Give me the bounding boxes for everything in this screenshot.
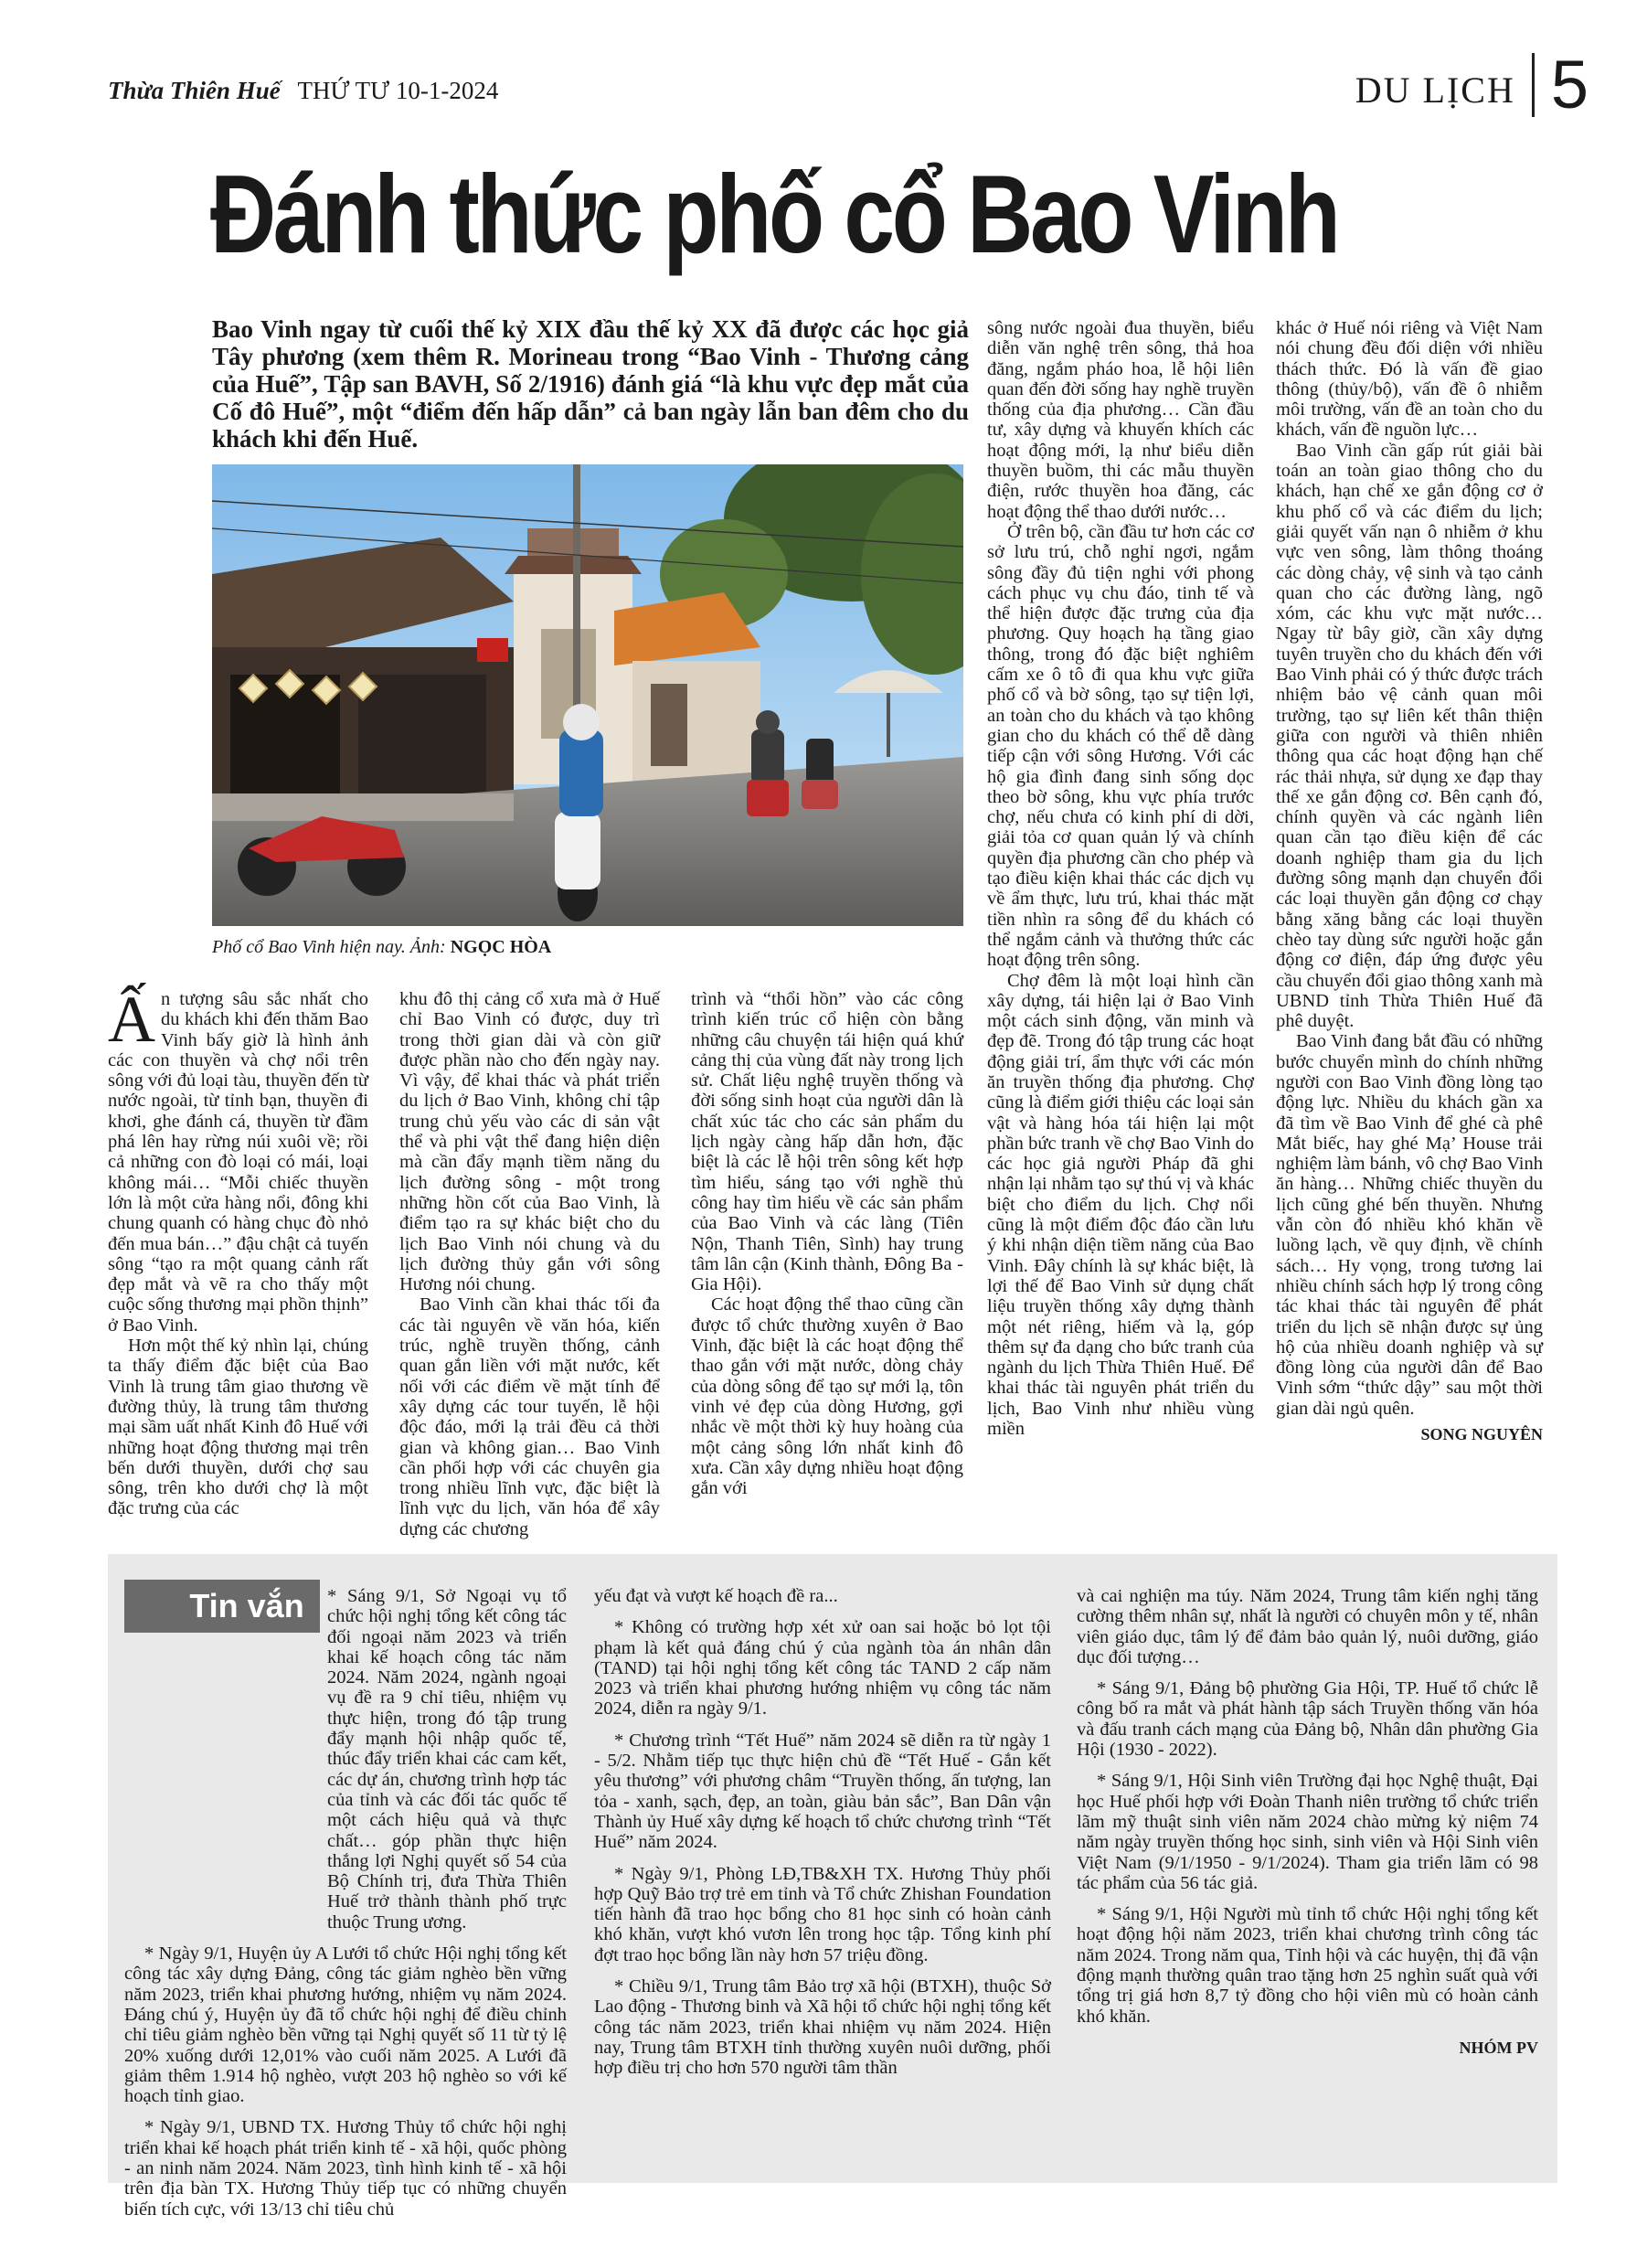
news-box-title: Tin vắn bbox=[174, 1580, 320, 1633]
paragraph: sông nước ngoài đua thuyền, biểu diễn văn nghệ trên sông, thả hoa đăng, ngắm pháo hoa, lễ hội liên quan đến đời sống hay nghề truyền thống của địa phương… Cần đầu tư, xây dựng và khuyến khích các hoạt động mới, lạ như biểu diễn thuyền buồm, thi các mẫu thuyền điện, rước thuyền hoa đăng, các hoạt động thể thao dưới nước… bbox=[987, 318, 1254, 522]
news-item: * Sáng 9/1, Đảng bộ phường Gia Hội, TP. Huế tổ chức lễ công bố ra mắt và phát hành tập sách Truyền thống văn hóa và đấu tranh cách mạng của Đảng bộ, Nhân dân phường Gia Hội (1930 - 2022). bbox=[1077, 1678, 1538, 1761]
caption-text: Phố cổ Bao Vinh hiện nay. Ảnh: bbox=[212, 937, 446, 957]
news-box-author: NHÓM PV bbox=[1459, 2038, 1538, 2057]
news-column-1 bbox=[124, 1586, 567, 2231]
paragraph-text: n tượng sâu sắc nhất cho du khách khi đến thăm Bao Vinh bấy giờ là hình ảnh các con thuyền và chợ nổi trên sông với đủ loại tàu, thuyền đến từ nước ngoài, từ tỉnh bạn, thuyền đi khơi, ghe đánh cá, thuyền từ đầm phá lên hay rừng núi xuôi về; rồi cả những con đò loại có mái, loại không mái… “Mỗi chiếc thuyền lớn là một cửa hàng nổi, đông khi chung quanh có hàng chục đò nhỏ đến mua bán…” đậu chật cả tuyến sông “tạo ra một quang cảnh rất đẹp mắt và vẽ ra cho thấy một cuộc sống thương mại phồn thịnh” ở Bao Vinh. bbox=[108, 989, 368, 1336]
news-item: * Sáng 9/1, Hội Người mù tỉnh tổ chức Hội nghị tổng kết hoạt động hội năm 2023, triển khai chương trình công tác năm 2024. Trong năm qua, Tỉnh hội và các huyện, thị đã vận động mạnh thường quân trao tặng hơn 25 nghìn suất quà với tổng trị giá hơn 8,7 tỷ đồng cho hội viên mù có hoàn cảnh khó khăn. bbox=[1077, 1904, 1538, 2027]
news-item: * Không có trường hợp xét xử oan sai hoặc bỏ lọt tội phạm là kết quả đáng chú ý của ngành tòa án nhân dân (TAND) tại hội nghị tổng kết công tác TAND 2 cấp năm 2023 và triển khai phương hướng nhiệm vụ công tác năm 2024, diễn ra ngày 9/1. bbox=[594, 1617, 1051, 1720]
photo-credit: NGỌC HÒA bbox=[450, 937, 552, 957]
page-header-left bbox=[108, 77, 498, 105]
news-item: * Ngày 9/1, UBND TX. Hương Thủy tổ chức hội nghị triển khai kế hoạch phát triển kinh tế - xã hội, quốc phòng - an ninh năm 2024. Năm 2023, tình hình kinh tế - xã hội trên địa bàn TX. Hương Thủy tiếp tục có những chuyển biến tích cực, với 13/13 chỉ tiêu chủ bbox=[124, 2117, 567, 2220]
paragraph: khác ở Huế nói riêng và Việt Nam nói chung đều đối diện với nhiều thách thức. Đó là vấn đề giao thông (thủy/bộ), vấn đề ô nhiễm môi trường, vấn đề an toàn cho du khách, vấn đề nguồn lực… bbox=[1276, 318, 1543, 441]
news-column-2 bbox=[594, 1586, 1051, 2090]
article-column-2 bbox=[399, 989, 660, 1539]
paragraph: khu đô thị cảng cổ xưa mà ở Huế chỉ Bao Vinh có được, duy trì trong thời gian dài và còn giữ được phần nào cho đến ngày nay. Vì vậy, để khai thác và phát triển du lịch ở Bao Vinh, không chỉ tập trung chủ yếu vào các di sản vật thể và phi vật thể đang hiện diện mà cần đẩy mạnh tiềm năng du lịch đường sông - một trong những hồn cốt của Bao Vinh, là điểm tạo ra sự khác biệt cho du lịch Bao Vinh nói chung và du lịch đường thủy gắn với sông Hương nói chung. bbox=[399, 989, 660, 1295]
paragraph: Hơn một thế kỷ nhìn lại, chúng ta thấy điểm đặc biệt của Bao Vinh là trung tâm giao thương về đường thủy, là trung tâm thương mại sầm uất nhất Kinh đô Huế với những hoạt động thương mại trên bến dưới thuyền, dưới chợ sau sông, trên kho dưới chợ là một đặc trưng của các bbox=[108, 1336, 368, 1519]
news-item: * Chiều 9/1, Trung tâm Bảo trợ xã hội (BTXH), thuộc Sở Lao động - Thương binh và Xã hội tổ chức hội nghị tổng kết công tác năm 2023, triển khai nhiệm vụ năm 2024. Hiện nay, Trung tâm BTXH tỉnh thường xuyên nuôi dưỡng, phối hợp điều trị cho hơn 570 người tâm thần bbox=[594, 1976, 1051, 2079]
paragraph: Bao Vinh cần gấp rút giải bài toán an toàn giao thông cho du khách, hạn chế xe gắn động cơ ở khu phố cổ và các điểm du lịch; giải quyết vấn nạn ô nhiễm ở khu vực ven sông, làm thông thoáng các dòng chảy, vệ sinh và tạo cảnh quan cho các đường làng, ngõ xóm, các khu vực mặt nước… Ngay từ bây giờ, cần xây dựng tuyên truyền cho du khách đến với Bao Vinh phải có ý thức được trách nhiệm bảo vệ cảnh quan môi trường, tạo sự liên kết thân thiện giữa con người và thiên nhiên thông qua các hoạt động hạn chế rác thải nhựa, sử dụng xe đạp thay thế xe gắn động cơ. Bên cạnh đó, chính quyền và các ngành liên quan cần tạo điều kiện để các doanh nghiệp tham gia du lịch đường sông mạnh dạn chuyển đổi các loại thuyền gắn động cơ chạy bằng xăng bằng các loại thuyền chèo tay dùng sức người hoặc gắn động cơ điện, đáp ứng được yêu cầu chuyển đổi giao thông xanh mà UBND tỉnh Thừa Thiên Huế đã phê duyệt. bbox=[1276, 440, 1543, 1032]
article-column-1 bbox=[108, 983, 368, 1519]
paragraph: Các hoạt động thể thao cũng cần được tổ chức thường xuyên ở Bao Vinh, đặc biệt là các hoạt động thể thao gắn với mặt nước, dòng chảy của dòng sông để tạo sự mới lạ, tôn vinh vẻ đẹp của dòng Hương, gợi nhắc về một thời kỳ huy hoàng của một cảng sông lớn nhất kinh đô xưa. Cần xây dựng nhiều hoạt động gắn với bbox=[691, 1294, 963, 1499]
article-column-3 bbox=[691, 989, 963, 1498]
street-photo bbox=[212, 464, 963, 926]
newspaper-name: Thừa Thiên Huế bbox=[108, 77, 281, 104]
article-headline: Đánh thức phố cổ Bao Vinh bbox=[210, 152, 1338, 276]
news-item: * Sáng 9/1, Sở Ngoại vụ tổ chức hội nghị tổng kết công tác đối ngoại năm 2023 và triển khai kế hoạch công tác năm 2024. Năm 2024, ngành ngoại vụ đề ra 9 chỉ tiêu, nhiệm vụ thực hiện, trong đó tập trung đẩy mạnh hội nhập quốc tế, thúc đẩy triển khai các cam kết, các dự án, chương trình hợp tác của tỉnh và các đối tác quốc tế một cách hiệu quả và thực chất… góp phần thực hiện thắng lợi Nghị quyết số 54 của Bộ Chính trị, đưa Thừa Thiên Huế trở thành thành phố trực thuộc Trung ương. bbox=[327, 1586, 567, 1933]
paragraph: trình và “thổi hồn” vào các công trình kiến trúc cổ hiện còn bằng những câu chuyện tái hiện quá khứ cảng thị của vùng đất này trong lịch sử. Chất liệu nghệ truyền thống và đời sống sinh hoạt của người dân là chất xúc tác cho các sản phẩm du lịch ngày càng hấp dẫn hơn, đặc biệt là các lễ hội trên sông kết hợp tìm hiểu, sáng tạo với nghề thủ công hay tìm hiểu về các sản phẩm của Bao Vinh và các làng (Tiên Nộn, Thanh Tiên, Sình) hay trung tâm lân cận (Kinh thành, Đông Ba - Gia Hội). bbox=[691, 989, 963, 1295]
article-author: SONG NGUYÊN bbox=[1420, 1425, 1543, 1444]
news-item: * Chương trình “Tết Huế” năm 2024 sẽ diễn ra từ ngày 1 - 5/2. Nhằm tiếp tục thực hiện chủ đề “Tết Huế - Gắn kết yêu thương” với phương châm “Truyền thống, ấn tượng, lan tỏa - xanh, sạch, đẹp, an toàn, giàu bản sắc”, Ban Dân vận Thành ủy Huế xây dựng kế hoạch tổ chức chương trình “Tết Huế” năm 2024. bbox=[594, 1730, 1051, 1853]
paragraph: Bao Vinh cần khai thác tối đa các tài nguyên về văn hóa, kiến trúc, nghề truyền thống, cảnh quan gắn liền với mặt nước, kết nối với các điểm về mặt tính để xây dựng các tour tuyến, lễ hội độc đáo, mới lạ trải đều cả thời gian và không gian… Bao Vinh cần phối hợp với các chuyên gia trong nhiều lĩnh vực, đặc biệt là lĩnh vực du lịch, văn hóa để xây dựng các chương bbox=[399, 1294, 660, 1539]
drop-cap: Ấ bbox=[108, 983, 155, 1056]
paragraph: Ở trên bộ, cần đầu tư hơn các cơ sở lưu trú, chỗ nghỉ ngơi, ngắm sông đầy đủ tiện nghi với phong cách phục vụ chu đáo, tinh tế và thể hiện được đặc trưng của địa phương. Quy hoạch hạ tầng giao thông, trong đó đặc biệt nghiêm cấm xe ô tô đi qua khu vực giữa phố cổ và bờ sông, tạo sự tiện lợi, an toàn cho du khách và tạo không gian cho du khách có thể dễ dàng tiếp cận với sông Hương. Với các hộ gia đình đang sinh sống dọc theo bờ sông, khu vực phía trước chợ, nếu chưa có kinh phí di dời, giải tỏa cơ quan quản lý và chính quyền địa phương cần cho phép và tạo điều kiện khai thác các dịch vụ về ẩm thực, lưu trú, khai thác mặt tiền nhìn ra sông để du khách có thể ngắm cảnh và thưởng thức các hoạt động trên sông. bbox=[987, 521, 1254, 971]
header-divider bbox=[1532, 53, 1535, 117]
paragraph bbox=[108, 983, 368, 1336]
photo-caption bbox=[212, 937, 963, 958]
paragraph: Bao Vinh đang bắt đầu có những bước chuyển mình do chính những người con Bao Vinh đồng lòng tạo động lực. Nhiều du khách gần xa đã tìm về Bao Vinh để ghé cà phê Mắt biếc, hay ghé Mạ’ House trải nghiệm làm bánh, vô chợ Bao Vinh ăn hàng… Những chiếc thuyền du lịch cũng ghé bến thuyền. Nhưng vẫn còn đó nhiều khó khăn về luồng lạch, về quy định, về chính sách… Hy vọng, trong tương lai nhiều chính sách hợp lý trong công tác khai thác tài nguyên để phát triển du lịch sẽ nhận được sự ủng hộ của nhiều doanh nghiệp và sự đồng lòng của người dân để Bao Vinh sớm “thức dậy” sau một thời gian dài ngủ quên. bbox=[1276, 1031, 1543, 1419]
article-column-4 bbox=[987, 318, 1254, 1439]
article-lead: Bao Vinh ngay từ cuối thế kỷ XIX đầu thế kỷ XX đã được các học giả Tây phương (xem thêm R. Morineau trong “Bao Vinh - Thương cảng của Huế”, Tập san BAVH, Số 2/1916) đánh giá “là khu vực đẹp mắt của Cố đô Huế”, một “điểm đến hấp dẫn” cả ban ngày lẫn ban đêm cho du khách khi đến Huế. bbox=[212, 315, 969, 453]
news-item: yếu đạt và vượt kế hoạch đề ra... bbox=[594, 1586, 838, 1606]
section-name: DU LỊCH bbox=[1355, 69, 1515, 111]
news-item: * Sáng 9/1, Hội Sinh viên Trường đại học Nghệ thuật, Đại học Huế phối hợp với Đoàn Thanh niên trường tổ chức triển lãm mỹ thuật sinh viên năm 2024 chào mừng kỷ niệm 74 năm ngày truyền thống học sinh, sinh viên và Hội Sinh viên Việt Nam (9/1/1950 - 9/1/2024). Tham gia triển lãm có 98 tác phẩm của 56 tác giả. bbox=[1077, 1771, 1538, 1893]
news-item: * Ngày 9/1, Phòng LĐ,TB&XH TX. Hương Thủy phối hợp Quỹ Bảo trợ trẻ em tỉnh và Tổ chức Zhishan Foundation tiến hành đã trao học bổng cho 81 học sinh có hoàn cảnh khó khăn, vượt khó vươn lên trong học tập. Tổng kinh phí đợt trao học bổng lần này hơn 57 triệu đồng. bbox=[594, 1863, 1051, 1965]
page-header-right bbox=[1355, 47, 1589, 122]
paragraph: Chợ đêm là một loại hình cần xây dựng, tái hiện lại ở Bao Vinh một cách sinh động, văn minh và đẹp đẽ. Trong đó tập trung các hoạt động giải trí, ẩm thực với các món ăn truyền thống địa phương. Chợ cũng là điểm giới thiệu các loại sản vật và hàng hóa tái hiện lại một phần bức tranh về chợ Bao Vinh do các học giả người Pháp đã ghi nhận lại nhằm tạo sự thú vị và khác biệt cho điểm du lịch. Chợ nổi cũng là một điểm độc đáo cần lưu ý khi nhận diện tiềm năng của Bao Vinh. Đây chính là sự khác biệt, là lợi thế để Bao Vinh sử dụng chất liệu truyền thống xây dựng thành một nét riêng, hiếm và lạ, góp thêm sự đa dạng cho bức tranh của ngành du lịch Thừa Thiên Huế. Để khai thác tài nguyên phát triển du lịch, Bao Vinh như nhiều vùng miền bbox=[987, 970, 1254, 1440]
news-item: và cai nghiện ma túy. Năm 2024, Trung tâm kiến nghị tăng cường thêm nhân sự, nhất là người có chuyên môn y tế, nhân viên giáo dục, tâm lý để đảm bảo quản lý, nuôi dưỡng, giáo dục đối tượng… bbox=[1077, 1586, 1538, 1667]
issue-date: THỨ TƯ 10-1-2024 bbox=[297, 77, 499, 104]
page-number: 5 bbox=[1550, 47, 1589, 122]
news-item: * Ngày 9/1, Huyện ủy A Lưới tổ chức Hội nghị tổng kết công tác xây dựng Đảng, công tác giảm nghèo bền vững năm 2023, triển khai phương hướng, nhiệm vụ năm 2024. Đáng chú ý, Huyện ủy đã tổ chức hội nghị để điều chỉnh chỉ tiêu giảm nghèo bền vững tại Nghị quyết số 11 từ tỷ lệ 20% xuống dưới 12,01% vào cuối năm 2025. A Lưới đã giảm thêm 1.914 hộ nghèo, vượt 203 hộ nghèo so với kế hoạch tỉnh giao. bbox=[124, 1943, 567, 2107]
article-column-5 bbox=[1276, 318, 1543, 1444]
news-column-3 bbox=[1077, 1586, 1538, 2058]
street-photo-illustration bbox=[212, 464, 963, 926]
